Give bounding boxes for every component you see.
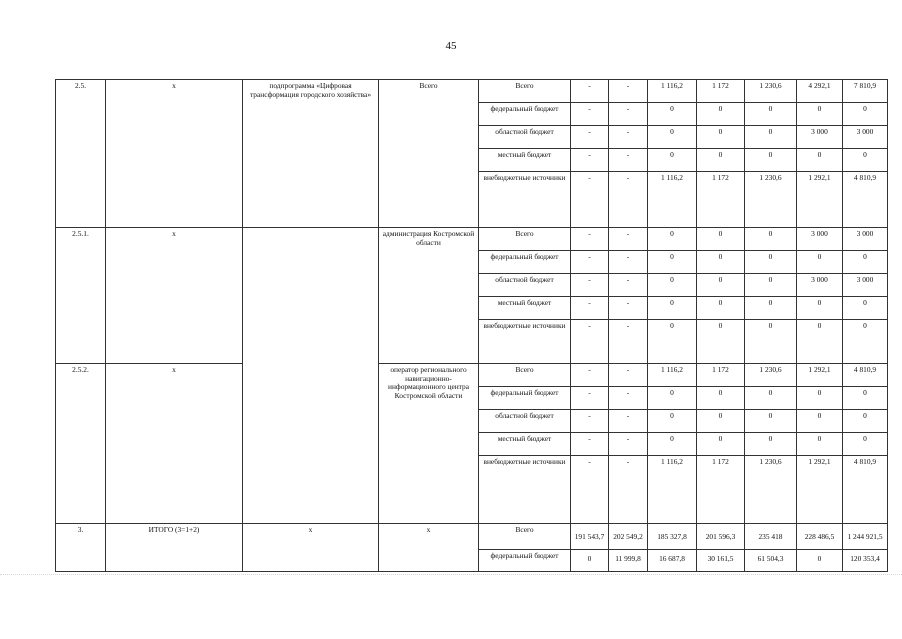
table-cell: x [106, 364, 243, 524]
table-cell: - [571, 410, 609, 433]
table-cell: 4 810,9 [843, 364, 888, 387]
table-cell: федеральный бюджет [479, 387, 571, 410]
table-cell: 3 000 [843, 126, 888, 149]
table-cell: внебюджетные источники [479, 456, 571, 524]
table-cell: 0 [571, 550, 609, 572]
table-cell: 0 [697, 126, 745, 149]
table-cell: 1 244 921,5 [843, 524, 888, 550]
table-cell: 1 116,2 [648, 456, 697, 524]
table-cell: Всего [479, 364, 571, 387]
table-cell: - [609, 364, 648, 387]
table-cell: - [571, 364, 609, 387]
table-cell: 1 172 [697, 172, 745, 228]
table-cell: администрация Костромской области [379, 228, 479, 364]
table-cell: 1 116,2 [648, 172, 697, 228]
table-cell: 0 [797, 410, 843, 433]
table-cell: 0 [697, 410, 745, 433]
table-cell: 4 810,9 [843, 456, 888, 524]
table-cell: оператор регионального навигационно-информационного центра Костромской области [379, 364, 479, 524]
table-cell: 2.5.1. [56, 228, 106, 364]
table-cell: - [609, 251, 648, 274]
table-cell: - [571, 103, 609, 126]
table-cell: 0 [648, 297, 697, 320]
table-cell: 0 [697, 251, 745, 274]
table-cell: 0 [843, 433, 888, 456]
table-cell: - [609, 387, 648, 410]
table-cell: 0 [745, 251, 797, 274]
table-cell: 3 000 [797, 274, 843, 297]
table-cell: 7 810,9 [843, 80, 888, 103]
table-cell: 0 [797, 103, 843, 126]
page-divider [0, 574, 902, 575]
table-cell: 0 [745, 320, 797, 364]
table-cell: областной бюджет [479, 410, 571, 433]
table-cell: x [243, 524, 379, 572]
table-cell: 0 [697, 320, 745, 364]
table-cell: Всего [479, 80, 571, 103]
table-cell: 11 999,8 [609, 550, 648, 572]
table-cell: - [571, 387, 609, 410]
table-cell: - [571, 149, 609, 172]
table-cell: - [609, 274, 648, 297]
table-cell: - [609, 149, 648, 172]
table-cell: 0 [648, 149, 697, 172]
table-cell: федеральный бюджет [479, 251, 571, 274]
table-cell: федеральный бюджет [479, 550, 571, 572]
table-cell: Всего [479, 228, 571, 251]
table-row [56, 364, 888, 387]
table-cell: Всего [479, 524, 571, 550]
table-cell: - [609, 172, 648, 228]
table-cell: 0 [843, 387, 888, 410]
table-cell: - [609, 228, 648, 251]
table-cell: - [609, 456, 648, 524]
table-cell: 0 [648, 103, 697, 126]
table-row [56, 228, 888, 251]
table-cell: 0 [648, 274, 697, 297]
table-cell: 191 543,7 [571, 524, 609, 550]
table-cell: 0 [843, 251, 888, 274]
table-cell: областной бюджет [479, 274, 571, 297]
table-cell: 0 [697, 433, 745, 456]
table-cell: 1 116,2 [648, 80, 697, 103]
table-cell: внебюджетные источники [479, 172, 571, 228]
table-cell: 0 [648, 251, 697, 274]
table-cell: 0 [697, 297, 745, 320]
table-cell: 4 292,1 [797, 80, 843, 103]
table-cell: - [609, 103, 648, 126]
table-cell: 1 230,6 [745, 80, 797, 103]
table-cell: 1 230,6 [745, 172, 797, 228]
table-cell: - [609, 433, 648, 456]
table-cell: ИТОГО (3=1+2) [106, 524, 243, 572]
table-cell: 1 172 [697, 364, 745, 387]
table-cell: 3 000 [843, 228, 888, 251]
table-cell: 0 [745, 433, 797, 456]
table-cell: местный бюджет [479, 433, 571, 456]
table-cell: 61 504,3 [745, 550, 797, 572]
table-cell: Всего [379, 80, 479, 228]
table-cell: 0 [797, 433, 843, 456]
table-cell: 0 [797, 297, 843, 320]
table-cell: - [571, 274, 609, 297]
table-cell: 0 [745, 387, 797, 410]
table-cell: 0 [797, 550, 843, 572]
table-cell: - [571, 172, 609, 228]
table-cell [243, 228, 379, 524]
table-cell: 0 [648, 433, 697, 456]
table-cell: 1 292,1 [797, 456, 843, 524]
table-cell: - [609, 320, 648, 364]
table-cell: 0 [797, 320, 843, 364]
table-cell: 0 [648, 387, 697, 410]
table-cell: 202 549,2 [609, 524, 648, 550]
table-cell: 0 [843, 297, 888, 320]
table-cell: 3. [56, 524, 106, 572]
table-cell: 0 [745, 274, 797, 297]
table-cell: 0 [843, 410, 888, 433]
table-cell: 235 418 [745, 524, 797, 550]
table-cell: - [571, 228, 609, 251]
table-cell: x [106, 228, 243, 364]
table-cell: местный бюджет [479, 149, 571, 172]
table-cell: 0 [745, 297, 797, 320]
table-cell: 4 810,9 [843, 172, 888, 228]
table-cell: 1 230,6 [745, 456, 797, 524]
table-cell: 0 [648, 126, 697, 149]
table-cell: 0 [697, 149, 745, 172]
table-cell: 0 [745, 126, 797, 149]
table-cell: - [609, 126, 648, 149]
table-cell: x [106, 80, 243, 228]
table-cell: 3 000 [797, 126, 843, 149]
table-cell: 1 230,6 [745, 364, 797, 387]
table-cell: 228 486,5 [797, 524, 843, 550]
table-cell: федеральный бюджет [479, 103, 571, 126]
table-cell: x [379, 524, 479, 572]
table-cell: 0 [697, 387, 745, 410]
table-cell: 2.5. [56, 80, 106, 228]
table-cell: 3 000 [843, 274, 888, 297]
table-cell: подпрограмма «Цифровая трансформация городского хозяйства» [243, 80, 379, 228]
table-cell: 0 [797, 387, 843, 410]
table-cell: - [571, 126, 609, 149]
table-cell: - [609, 80, 648, 103]
table-cell: 0 [797, 251, 843, 274]
table-row [56, 80, 888, 103]
table-cell: 120 353,4 [843, 550, 888, 572]
table-cell: 0 [697, 274, 745, 297]
table-cell: 0 [745, 149, 797, 172]
table-cell: 201 596,3 [697, 524, 745, 550]
table-cell: областной бюджет [479, 126, 571, 149]
table-cell: 0 [745, 228, 797, 251]
table-cell: - [571, 433, 609, 456]
table-cell: 1 172 [697, 80, 745, 103]
table-cell: - [571, 80, 609, 103]
table-cell: - [571, 297, 609, 320]
table-cell: 0 [697, 103, 745, 126]
table-cell: - [571, 251, 609, 274]
table-cell: 185 327,8 [648, 524, 697, 550]
table-cell: 30 161,5 [697, 550, 745, 572]
table-cell: 0 [697, 228, 745, 251]
table-cell: 0 [648, 320, 697, 364]
table-row [56, 524, 888, 550]
table-cell: 1 116,2 [648, 364, 697, 387]
table-cell: - [571, 456, 609, 524]
table-cell: - [609, 410, 648, 433]
table-cell: 0 [797, 149, 843, 172]
table-cell: 0 [843, 149, 888, 172]
table-cell: - [609, 297, 648, 320]
budget-table [55, 79, 888, 572]
table-cell: 16 687,8 [648, 550, 697, 572]
table-cell: 0 [648, 228, 697, 251]
table-cell: 0 [745, 103, 797, 126]
table-cell: 2.5.2. [56, 364, 106, 524]
table-cell: 1 292,1 [797, 364, 843, 387]
table-cell: 3 000 [797, 228, 843, 251]
table-cell: - [571, 320, 609, 364]
table-cell: 1 292,1 [797, 172, 843, 228]
table-cell: 0 [648, 410, 697, 433]
page-number: 45 [445, 40, 457, 52]
table-cell: внебюджетные источники [479, 320, 571, 364]
table-cell: 1 172 [697, 456, 745, 524]
table-cell: местный бюджет [479, 297, 571, 320]
table-cell: 0 [745, 410, 797, 433]
table-cell: 0 [843, 320, 888, 364]
table-cell: 0 [843, 103, 888, 126]
